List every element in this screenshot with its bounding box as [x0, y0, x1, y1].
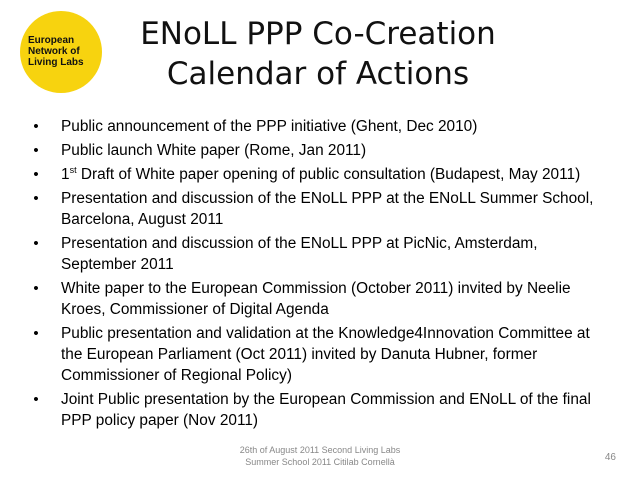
bullet-text: Public launch White paper (Rome, Jan 2011) [61, 142, 367, 159]
slide-title-line-1: ENoLL PPP Co-Creation [140, 16, 496, 52]
bullet-icon: • [33, 235, 39, 252]
bullet-ordinal-suffix: st [69, 164, 77, 175]
slide-title [118, 14, 518, 94]
bullet-icon: • [33, 325, 39, 342]
bullet-text: Draft of White paper opening of public consultation (Budapest, May 2011) [76, 166, 581, 183]
bullet-text: Joint Public presentation by the European Commission and ENoLL of the final PPP policy paper (Nov 2011) [61, 391, 591, 429]
bullet-text: Public presentation and validation at the Knowledge4Innovation Committee at the European Parliament (Oct 2011) invited by Danuta Hubner, former Commissioner of Regional Policy) [61, 325, 590, 384]
bullet-item [30, 278, 610, 320]
bullet-icon: • [33, 391, 39, 408]
bullet-item [30, 116, 610, 137]
bullet-text: Presentation and discussion of the ENoLL PPP at the ENoLL Summer School, Barcelona, August 2011 [61, 190, 594, 228]
bullet-item [30, 140, 610, 161]
bullet-text: Public announcement of the PPP initiative (Ghent, Dec 2010) [61, 118, 478, 135]
enoll-logo [20, 11, 102, 93]
bullet-item [30, 188, 610, 230]
bullet-icon: • [33, 190, 39, 207]
bullet-item [30, 233, 610, 275]
bullet-item [30, 323, 610, 386]
logo-line-1: European [28, 35, 75, 46]
bullet-item [30, 164, 610, 185]
bullet-list [30, 116, 610, 434]
bullet-text: White paper to the European Commission (October 2011) invited by Neelie Kroes, Commissioner of Digital Agenda [61, 280, 571, 318]
bullet-icon: • [33, 166, 39, 183]
slide-footer [200, 444, 440, 468]
footer-line-1: 26th of August 2011 Second Living Labs [239, 445, 401, 455]
logo-line-2: Network of [28, 46, 80, 57]
slide-title-line-2: Calendar of Actions [166, 56, 470, 92]
bullet-icon: • [33, 142, 39, 159]
logo-text [28, 35, 98, 68]
bullet-ordinal: 1 [61, 166, 70, 183]
bullet-icon: • [33, 118, 39, 135]
logo-line-3: Living Labs [28, 57, 84, 68]
footer-line-2: Summer School 2011 Citilab Cornellà [245, 457, 395, 467]
bullet-item [30, 389, 610, 431]
bullet-text: Presentation and discussion of the ENoLL PPP at PicNic, Amsterdam, September 2011 [61, 235, 538, 273]
page-number: 46 [604, 452, 616, 463]
bullet-icon: • [33, 280, 39, 297]
